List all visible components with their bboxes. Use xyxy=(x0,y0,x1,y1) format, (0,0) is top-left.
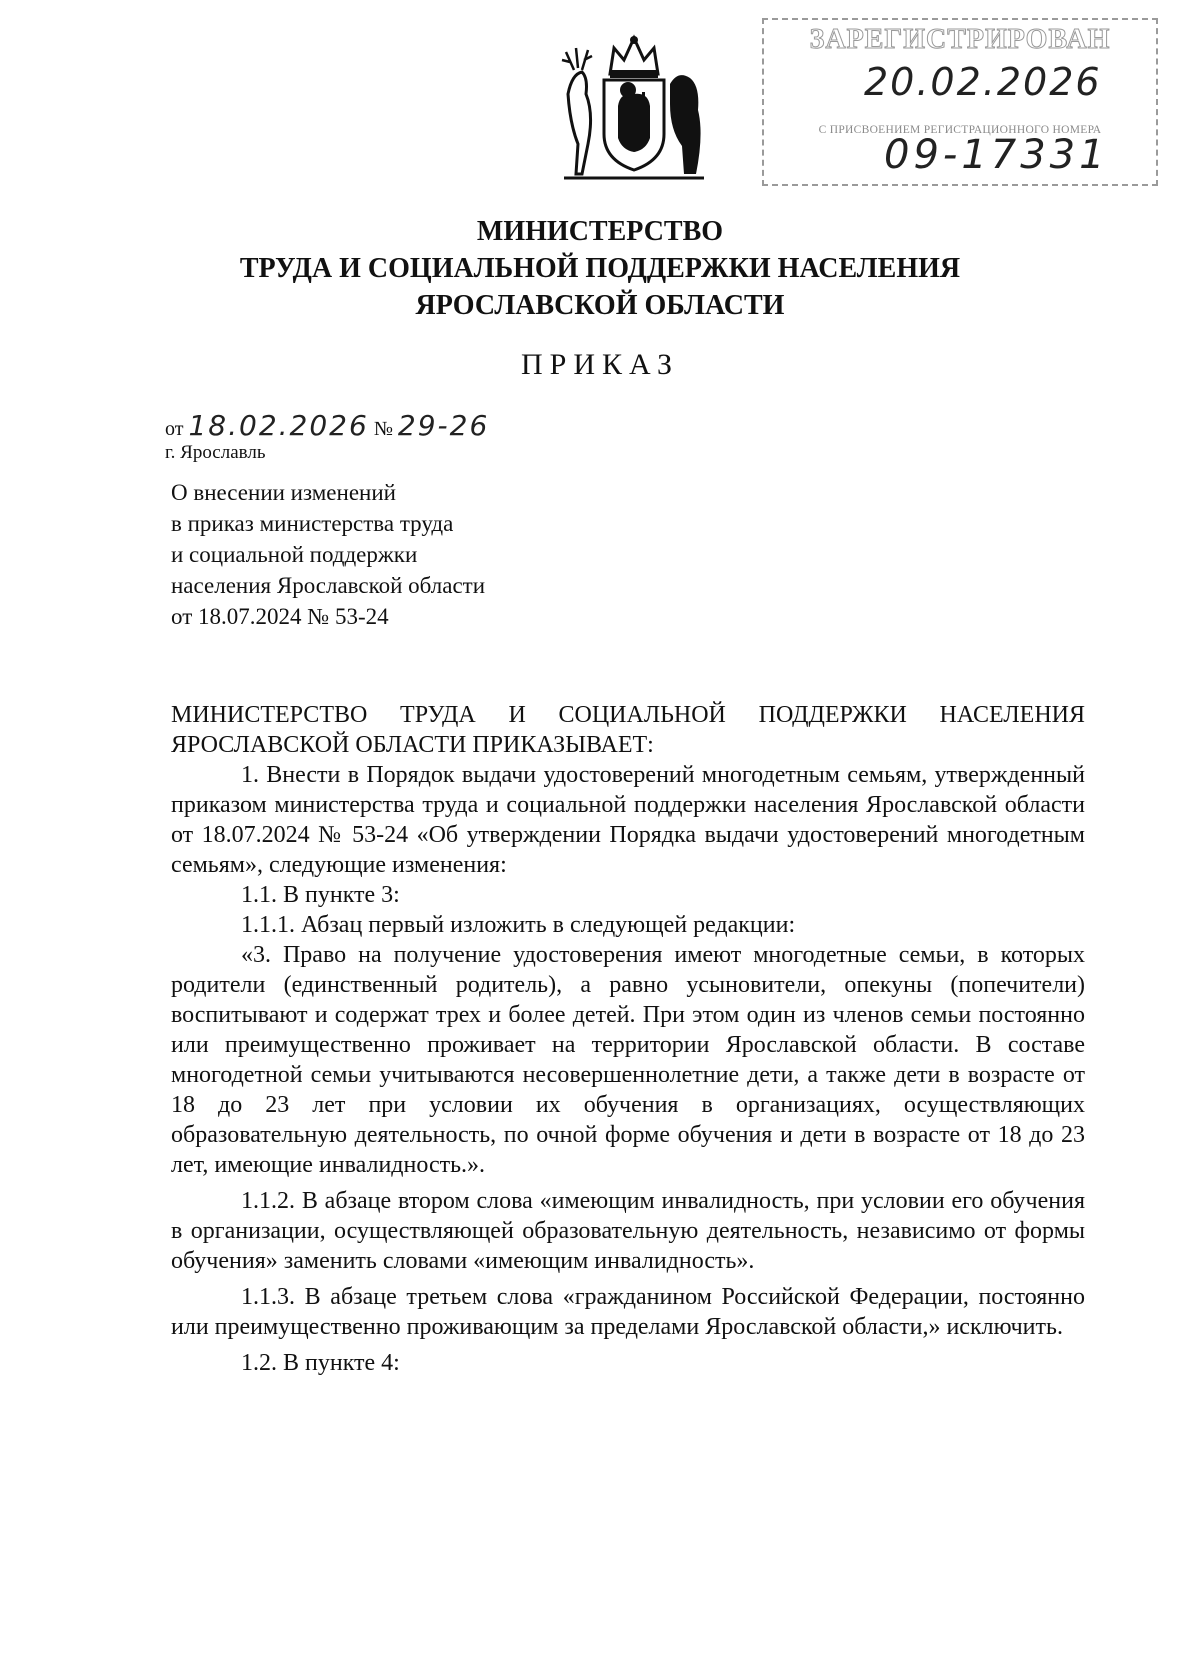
order-date: 18.02.2026 xyxy=(188,409,369,442)
preamble-paragraph: МИНИСТЕРСТВО ТРУДА И СОЦИАЛЬНОЙ ПОДДЕРЖКИ НАСЕЛЕНИЯ ЯРОСЛАВСКОЙ ОБЛАСТИ ПРИКАЗЫВАЕТ: xyxy=(171,702,1085,758)
coat-of-arms-icon xyxy=(558,34,710,184)
body-paragraph: 1.2. В пункте 4: xyxy=(241,1350,400,1376)
subject-line: в приказ министерства труда xyxy=(171,511,454,536)
stamp-subtitle: С ПРИСВОЕНИЕМ РЕГИСТРАЦИОННОГО НОМЕРА xyxy=(818,124,1102,136)
ministry-header xyxy=(0,213,1200,324)
body-paragraph: 1.1.3. В абзаце третьем слова «гражданином Российской Федерации, постоянно или преимущественно проживающим за пределами Ярославской области,» исключить. xyxy=(171,1284,1085,1340)
subject-line: населения Ярославской области xyxy=(171,573,486,598)
subject-line: О внесении изменений xyxy=(171,480,396,505)
order-date-line xyxy=(165,409,489,442)
order-title: ПРИКАЗ xyxy=(521,348,679,381)
stamp-date: 20.02.2026 xyxy=(864,60,1102,104)
registration-stamp xyxy=(762,18,1158,186)
subject-line: и социальной поддержки xyxy=(171,542,418,567)
from-label: от xyxy=(165,418,184,440)
city-label: г. Ярославль xyxy=(165,442,266,463)
order-number: 29-26 xyxy=(397,409,490,442)
stamp-number: 09-17331 xyxy=(884,132,1109,178)
ministry-line-1: МИНИСТЕРСТВО xyxy=(476,216,724,247)
ministry-line-2: ТРУДА И СОЦИАЛЬНОЙ ПОДДЕРЖКИ НАСЕЛЕНИЯ xyxy=(239,253,961,284)
body-paragraph: 1.1.2. В абзаце втором слова «имеющим инвалидность, при условии его обучения в организации, осуществляющей образовательную деятельность, независимо от формы обучения» заменить словами «имеющим инвалидность». xyxy=(171,1188,1085,1274)
ministry-line-3: ЯРОСЛАВСКОЙ ОБЛАСТИ xyxy=(415,290,785,321)
body-paragraph: 1. Внести в Порядок выдачи удостоверений многодетным семьям, утвержденный приказом министерства труда и социальной поддержки населения Ярославской области от 18.07.2024 № 53-24 «Об утверждении Порядка выдачи удостоверений многодетным семьям», следующие изменения: xyxy=(171,762,1085,878)
subject-line: от 18.07.2024 № 53-24 xyxy=(171,604,389,629)
body-paragraph: 1.1.1. Абзац первый изложить в следующей редакции: xyxy=(241,912,796,938)
body-paragraph: 1.1. В пункте 3: xyxy=(241,882,400,908)
order-body xyxy=(171,700,1085,1378)
stamp-title: ЗАРЕГИСТРИРОВАН xyxy=(809,24,1111,55)
number-label: № xyxy=(373,418,393,440)
body-paragraph: «3. Право на получение удостоверения имеют многодетные семьи, в которых родители (единственный родитель), а равно усыновители, опекуны (попечители) воспитывают и содержат трех и более детей. При этом один из членов семьи постоянно или преимущественно проживает на территории Ярославской области. В составе многодетной семьи учитываются несовершеннолетние дети, а также дети в возрасте от 18 до 23 лет при условии их обучения в организациях, осуществляющих образовательную деятельность, по очной форме обучения и дети в возрасте от 18 до 23 лет, имеющие инвалидность.». xyxy=(171,942,1085,1178)
order-subject xyxy=(171,477,485,632)
